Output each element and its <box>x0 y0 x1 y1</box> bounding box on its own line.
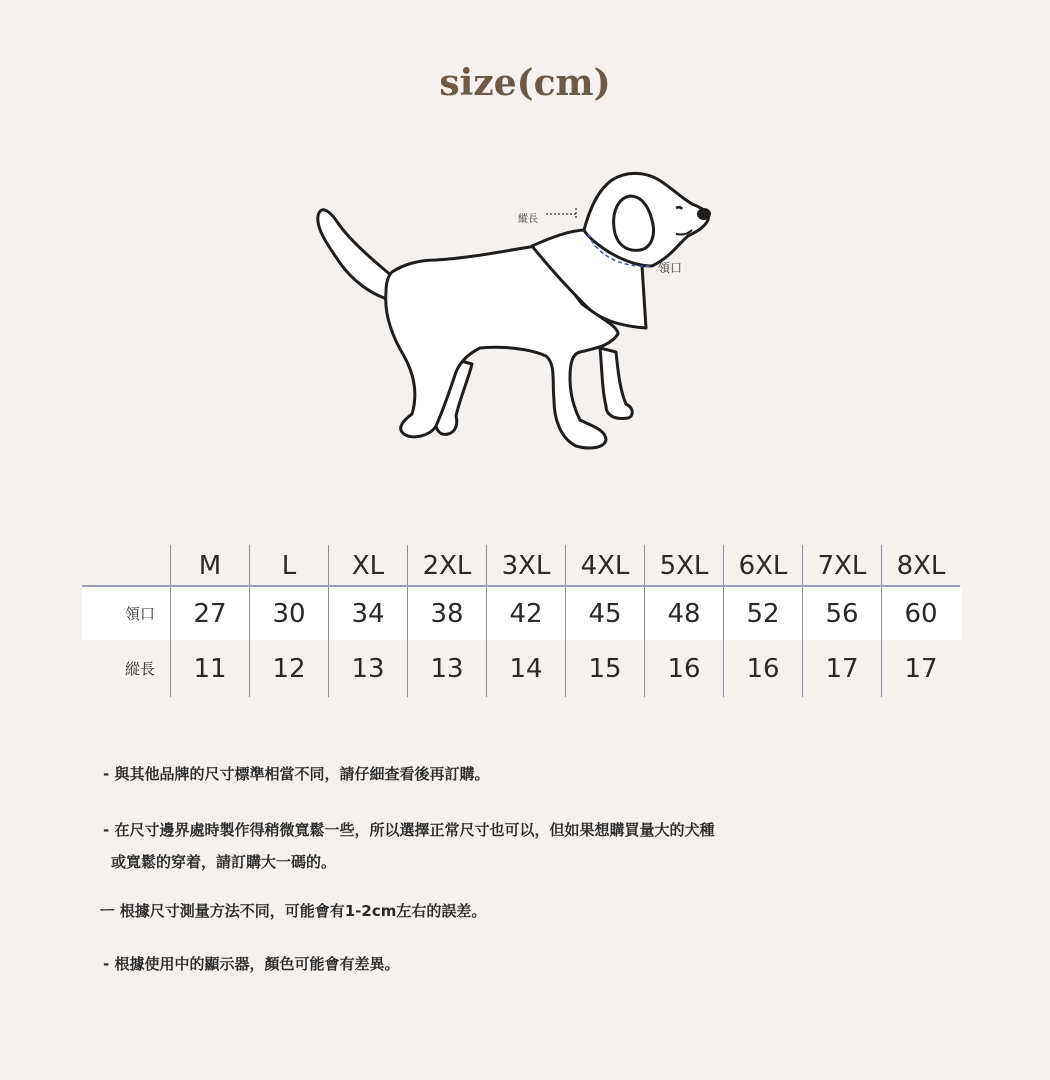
size-header-m: M <box>170 545 249 585</box>
neck-label: 領口 <box>658 261 683 275</box>
size-header-8xl: 8XL <box>881 545 960 585</box>
size-header-4xl: 4XL <box>565 545 644 585</box>
size-header-row <box>82 545 962 585</box>
note-loose-fit-continued: 或寬鬆的穿着，請訂購大一碼的。 <box>111 853 337 871</box>
note-measurement-error: ㅡ 根據尺寸測量方法不同，可能會有1-2cm左右的誤差。 <box>100 902 487 920</box>
table-cell: 14 <box>486 640 565 697</box>
table-cell: 11 <box>170 640 249 697</box>
size-header-5xl: 5XL <box>644 545 723 585</box>
table-cell: 42 <box>486 587 565 640</box>
table-cell: 12 <box>249 640 328 697</box>
size-header-2xl: 2XL <box>407 545 486 585</box>
table-cell: 17 <box>802 640 881 697</box>
table-cell: 60 <box>881 587 960 640</box>
table-cell: 48 <box>644 587 723 640</box>
size-header-6xl: 6XL <box>723 545 802 585</box>
table-cell: 52 <box>723 587 802 640</box>
table-cell: 13 <box>328 640 407 697</box>
length-label: 縱長 <box>518 214 538 225</box>
row-label-neck: 領口 <box>124 605 155 623</box>
table-cell: 17 <box>881 640 960 697</box>
size-header-3xl: 3XL <box>486 545 565 585</box>
table-cell: 15 <box>565 640 644 697</box>
table-cell: 34 <box>328 587 407 640</box>
dog-nose <box>697 208 711 220</box>
note-brand-difference: - 與其他品牌的尺寸標準相當不同，請仔細查看後再訂購。 <box>103 765 490 783</box>
dog-tail <box>318 210 392 300</box>
table-row-neck <box>82 587 962 640</box>
table-cell: 45 <box>565 587 644 640</box>
table-cell: 30 <box>249 587 328 640</box>
table-corner <box>82 545 170 585</box>
size-header-l: L <box>249 545 328 585</box>
table-cell: 16 <box>723 640 802 697</box>
dog-diagram <box>300 168 730 458</box>
table-cell: 13 <box>407 640 486 697</box>
table-cell: 38 <box>407 587 486 640</box>
table-cell: 16 <box>644 640 723 697</box>
note-loose-fit: - 在尺寸邊界處時製作得稍微寬鬆一些，所以選擇正常尺寸也可以，但如果想購買量大的犬種 <box>103 821 715 839</box>
size-table <box>82 545 962 697</box>
note-color-difference: - 根據使用中的顯示器，顏色可能會有差異。 <box>103 955 400 973</box>
table-cell: 56 <box>802 587 881 640</box>
size-header-7xl: 7XL <box>802 545 881 585</box>
row-label-length: 縱長 <box>124 660 155 678</box>
table-cell: 27 <box>170 587 249 640</box>
table-row-length <box>82 640 962 697</box>
page-title: size(cm) <box>439 62 611 104</box>
length-measure-line <box>546 208 576 220</box>
dog-illustration <box>300 168 730 458</box>
dog-front-leg-far <box>600 348 632 419</box>
size-header-xl: XL <box>328 545 407 585</box>
